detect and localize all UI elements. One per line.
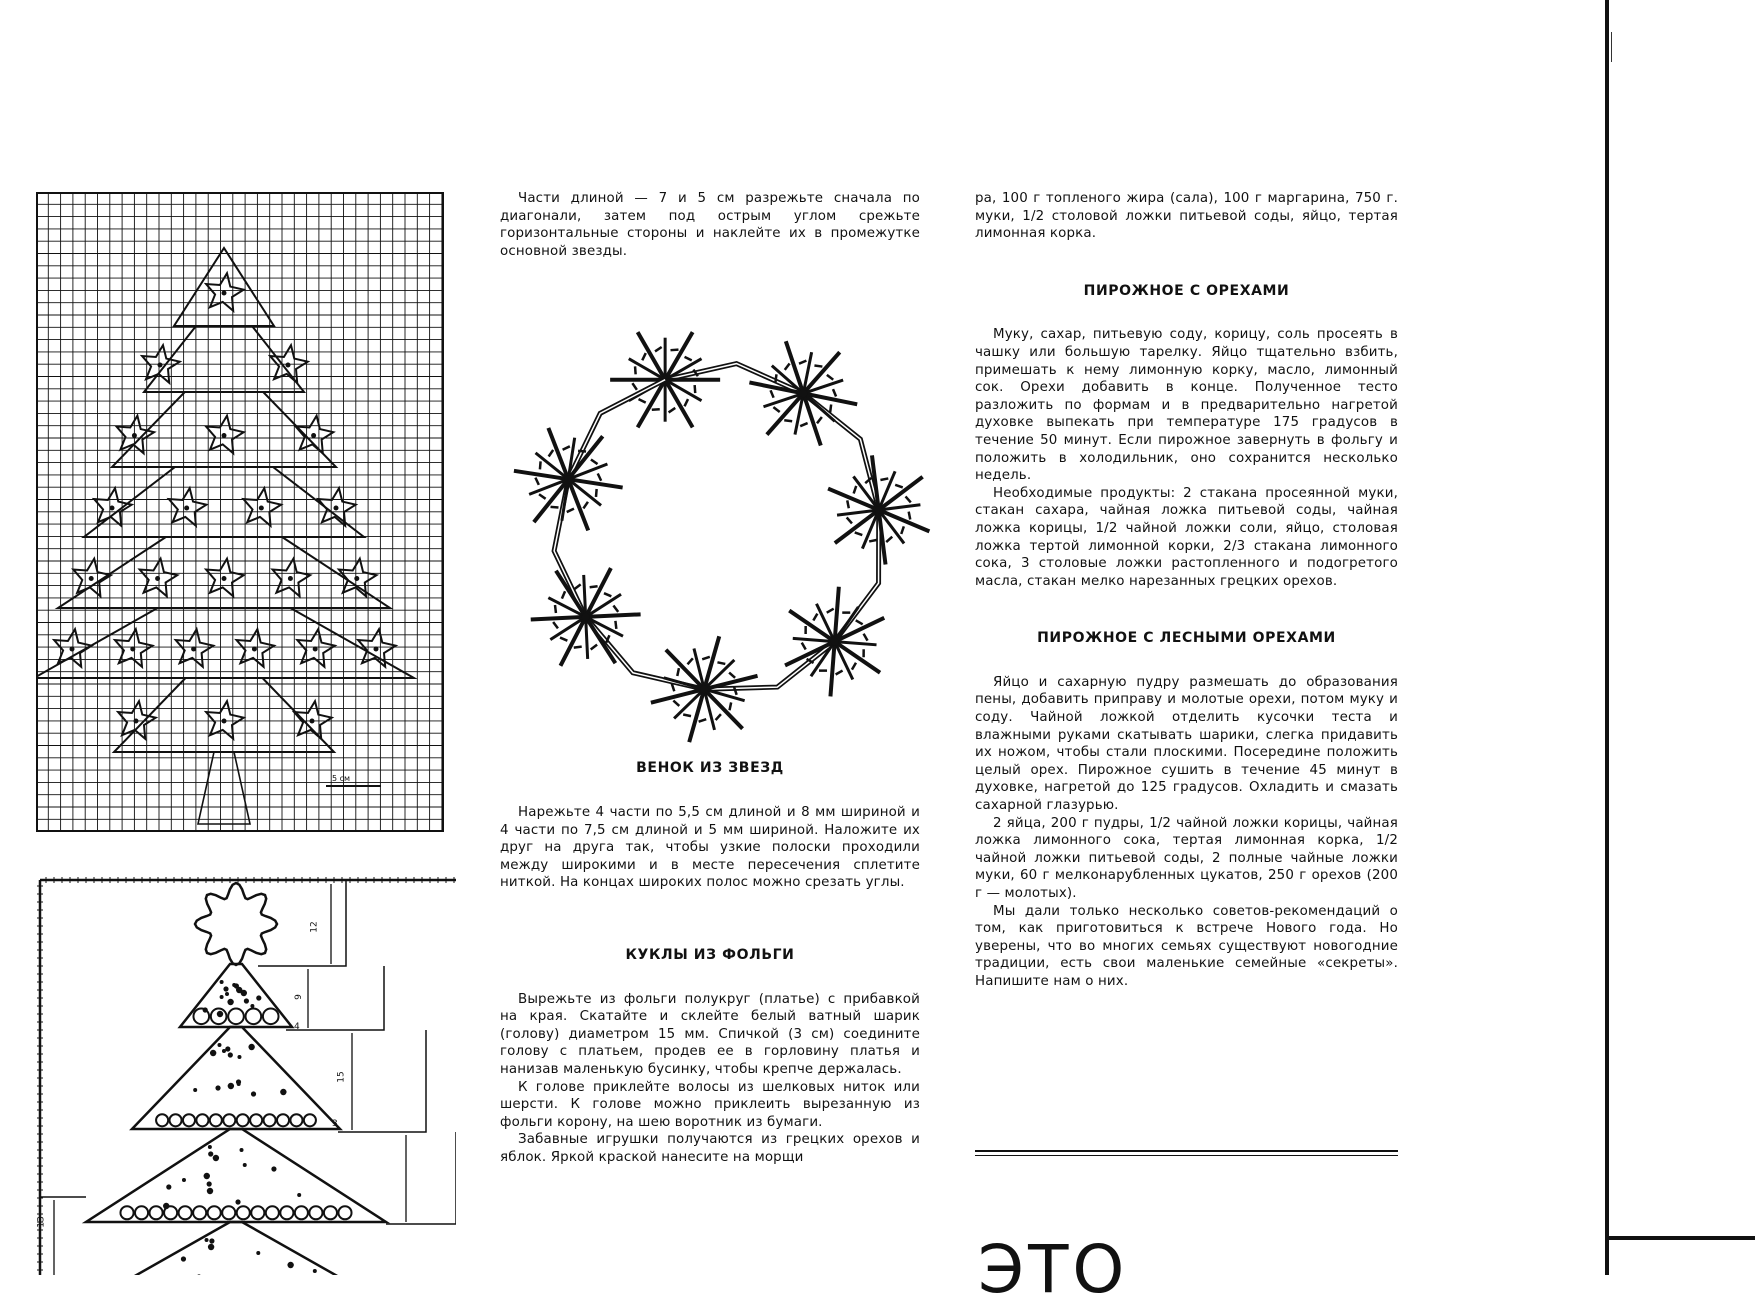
decoration-dot [205,1238,209,1242]
star-ray-notch [685,399,688,406]
decoration-dot [248,1044,254,1050]
star-ray [531,617,586,620]
star-center-dot [222,433,227,438]
bead-garland [246,1009,262,1025]
bead-garland [250,1114,262,1126]
star-ray-notch [802,643,806,650]
next-article-heading: ЭТО [978,1237,1128,1303]
grid-tree-svg [36,192,444,832]
dimension-label: 4 [294,1022,300,1032]
decoration-dot [220,980,224,984]
intro-paragraph: Части длиной — 7 и 5 см разрежьте сначала по диагонали, затем под острым углом срежьте горизонтальные стороны и наклейте их в промежутке основной звезды. [500,190,920,260]
star-center-dot [288,576,293,581]
decoration-dot [235,1199,240,1204]
star-center-dot [222,719,227,724]
wreath-star [749,341,857,445]
cutout-tree-diagram [26,872,456,1275]
star-center-dot [286,363,291,368]
star-ray-notch [836,671,843,675]
decoration-dot [256,995,261,1000]
bead-garland [237,1206,250,1219]
decoration-dot [237,1082,241,1086]
decoration-dot [240,1148,244,1152]
decoration-dot [237,1055,241,1059]
bead-garland [135,1206,148,1219]
decoration-dot [256,1251,260,1255]
decoration-dot [217,1011,223,1017]
decoration-dot [227,999,233,1005]
dimension-label: 9 [294,994,304,1000]
star-ray-notch [814,366,822,367]
bead-garland [179,1206,192,1219]
bead-garland [208,1206,221,1219]
star-ray-notch [847,500,849,508]
wreath-paragraph: Нарежьте 4 части по 5,5 см длиной и 8 мм шириной и 4 части по 7,5 см длиной и 5 мм шириной. Наложите их друг на друга так, чтобы узкие полоски проходили между широкими и в месте пересечения сплетите ниткой. На концах широких полос можно срезать углы. [500,804,920,892]
star-center-dot [132,433,137,438]
star-center-dot [374,647,379,652]
bead-garland [156,1114,168,1126]
decoration-dot [182,1178,186,1182]
tree-tier [36,1222,436,1275]
section-divider [975,1150,1398,1152]
page-edge-border [1605,0,1609,1275]
star-ray-notch [869,540,877,542]
star-ray-notch [830,405,831,413]
bead-garland [290,1114,302,1126]
bead-garland [223,1114,235,1126]
star-ray-notch [639,399,646,402]
star-ray-notch [540,461,541,469]
decoration-dot [217,1043,221,1047]
decoration-dot [225,992,229,996]
star-center [564,475,572,483]
star-ray-notch [673,701,679,706]
star-center [799,389,807,397]
star-ray-notch [615,621,616,629]
star-center-dot [191,647,196,652]
decoration-dot [208,1145,212,1149]
star-ray-notch [702,657,710,660]
star-ray-notch [563,446,570,449]
star-ray-notch [717,662,725,664]
decoration-dot [287,1262,293,1268]
star-ray-notch [652,409,660,410]
star-ray-notch [775,374,776,382]
decoration-dot [208,1151,213,1156]
star-ray-notch [906,496,911,502]
decoration-dot [280,1089,286,1095]
star-center-dot [134,719,139,724]
dolls-paragraph: Вырежьте из фольги полукруг (платье) с прибавкой на края. Скатайте и склейте белый ватный шарик (голову) диаметром 15 мм. Спичкой (3 см) соедините голову с платьем, продев ее в горловину платья и нанизав маленькую бусинку, чтобы крепче держалась. [500,991,920,1079]
walnut-paragraph: Необходимые продукты: 2 стакана просеянной муки, стакан сахара, чайная ложка питьевой соды, чайная ложка корицы, 1/2 чайной ложки соли, яйцо, столовая ложка тертой лимонной корки, 2/3 стакана лимонного сока, 3 столовые ложки растопленного и подогретого масла, стакан мелко нарезанных грецких орехов. [975,485,1398,591]
star-ray-notch [688,658,693,664]
wreath-star [531,568,641,666]
decoration-dot [225,1046,230,1051]
star-ray-notch [699,719,707,722]
bead-garland [309,1206,322,1219]
right-column [975,190,1398,991]
star-center [831,638,839,646]
bead-garland [193,1206,206,1219]
bead-garland [210,1114,222,1126]
star-ray-notch [596,489,597,497]
star-ray-notch [716,714,721,720]
tree-tier [84,467,364,537]
wreath-star [785,587,884,697]
dimension-box [386,1132,456,1224]
star-center-dot [310,719,315,724]
star-ray [584,575,586,617]
star-wreath-svg [505,285,935,755]
tree-tier [180,964,292,1027]
star-ray-notch [695,385,696,393]
decoration-dot [203,1007,208,1012]
dolls-paragraph: К голове приклейте волосы из шелковых ниток или шерсти. К голове можно приклеить вырезанную из фольги корону, на шею воротник из бумаги. [500,1079,920,1132]
bead-garland [304,1114,316,1126]
star-ray-notch [784,420,792,421]
decoration-dot [210,1050,216,1056]
star-ray-notch [583,502,588,509]
bead-garland [150,1206,163,1219]
section-title-wreath: ВЕНОК ИЗ ЗВЕЗД [500,760,920,778]
star-ray-notch [855,532,863,535]
star-center-dot [110,506,115,511]
star-ray-notch [591,460,598,465]
star-ray-notch [827,609,834,613]
dimension-label: 12 [310,921,320,932]
bead-garland [280,1206,293,1219]
bead-garland [196,1114,208,1126]
star-ray-notch [669,408,676,412]
star-ray-notch [591,645,597,650]
bead-garland [277,1114,289,1126]
decoration-dot [232,983,236,987]
star-ray-notch [852,663,856,670]
tree-tier [174,248,274,326]
star-ray-notch [642,353,645,360]
dimension-box [258,880,346,966]
star-center [875,506,883,514]
star-ray-notch [539,494,546,499]
star-ray-notch [799,361,806,364]
star-ray-notch [562,591,565,598]
star-ray-notch [901,526,904,534]
decoration-dot [271,1166,276,1171]
star-ray-notch [895,485,903,488]
bead-garland [263,1009,279,1025]
star-center-dot [89,576,94,581]
bead-garland [228,1009,244,1025]
star-center [582,613,590,621]
star-ray-notch [578,451,586,452]
decoration-dot [251,1091,256,1096]
bead-garland [222,1206,235,1219]
bead-garland [266,1206,279,1219]
star-center-dot [311,433,316,438]
star-ray-notch [590,586,598,587]
walnut-paragraph: Муку, сахар, питьевую соду, корицу, соль просеять в чашку или большую тарелку. Яйцо тщательно взбить, примешать к нему лимонную корку, масло, лимонный сок. Орехи добавить в конце. Полученное тесто разложить по формам и в предварительно нагретой духовке выпекать при температуре 175 градусов в течение 50 минут. Если пирожное завернуть в фольгу и положить в холодильник, оно сохранится несколько недель. [975,326,1398,484]
dimension-label: 3 [332,1119,338,1129]
star-ray-notch [730,702,732,710]
star-ray-notch [555,605,556,613]
tree-top-flower [195,883,277,965]
decoration-dot [193,1088,197,1092]
star-center-dot [259,506,264,511]
star-wreath-illustration [505,285,935,755]
star-ray-notch [800,423,807,426]
star-ray-notch [864,634,868,641]
star-ray-notch [553,622,558,628]
decoration-dot [220,995,224,999]
wreath-link-inner [704,642,834,690]
star-ray-notch [771,390,774,397]
star-ray-notch [574,584,580,589]
star-center-dot [155,576,160,581]
star-ray-notch [613,606,618,612]
star-ray-notch [785,363,790,369]
star-ray-notch [854,486,857,494]
decoration-dot [244,998,249,1003]
dimension-label: 13 [37,1216,47,1227]
decoration-dot [163,1203,169,1209]
grid-tree-diagram [36,192,444,832]
wreath-link-inner [554,479,586,617]
star-ray-notch [909,512,911,520]
star-center-dot [184,506,189,511]
wreath-link [704,642,834,690]
decoration-dot [207,1188,213,1194]
decoration-dot [208,1244,214,1250]
star-ray-notch [685,357,692,360]
star-ray-notch [598,473,601,480]
section-title-walnut: ПИРОЖНОЕ С ОРЕХАМИ [975,283,1398,301]
dimension-box [338,1030,426,1132]
bead-garland [264,1114,276,1126]
star-ray-notch [535,478,538,485]
star-ray-notch [632,383,636,390]
star-ray-notch [827,375,833,380]
star-ray-notch [813,614,817,621]
bead-garland [251,1206,264,1219]
page-edge-mark [1611,32,1612,62]
decoration-dot [243,1163,247,1167]
star-ray-notch [549,450,554,457]
star-ray-notch [729,673,735,678]
hazelnut-paragraph: Мы дали только несколько советов-рекомендаций о том, как приготовиться к встрече Нового года. Но уверены, что во многих семьях существуют новогодние традиции, есть свои маленькие семейные «секреты». Напишите нам о них. [975,903,1398,991]
dolls-paragraph: Забавные игрушки получаются из грецких орехов и яблок. Яркой краской нанесите на морщи [500,1131,920,1166]
star-ray-notch [574,647,582,648]
bead-garland [295,1206,308,1219]
star-center-dot [354,576,359,581]
decoration-dot [181,1256,186,1261]
bead-garland [120,1206,133,1219]
decoration-dot [241,990,247,996]
cutout-tree-svg [26,872,456,1275]
bead-garland [324,1206,337,1219]
bead-garland [183,1114,195,1126]
star-center-dot [130,647,135,652]
star-center-dot [222,291,227,296]
star-ray-notch [551,507,559,508]
star-ray-notch [635,366,636,374]
star-center-dot [313,647,318,652]
decoration-dot [207,1181,212,1186]
star-ray-notch [847,517,852,523]
decoration-dot [222,1049,226,1053]
decoration-dot [213,1155,219,1161]
decoration-dot [228,1083,234,1089]
section-divider [975,1155,1398,1156]
decoration-dot [209,1238,214,1243]
hazelnut-paragraph: Яйцо и сахарную пудру размешать до образования пены, добавить приправу и молотые орехи, потом муку и соду. Чайной ложкой отделить кусочки теста и влажными руками скатывать шарики, слегка придавить их ножом, чтобы стали плоскими. Посередине положить целый орех. Пирожное сушить в течение 45 минут в духовке, нагретой до 125 градусов. Охладить и смазать сахарной глазурью. [975,674,1398,815]
decoration-dot [250,1004,254,1008]
star-ray-notch [683,715,691,717]
star-ray-notch [671,350,679,351]
star-ray-notch [880,478,888,480]
star-ray-notch [655,347,662,351]
star-center-dot [334,506,339,511]
scale-label: 5 см [332,775,350,783]
section-title-dolls: КУКЛЫ ИЗ ФОЛЬГИ [500,947,920,965]
section-title-hazelnut: ПИРОЖНОЕ С ЛЕСНЫМИ ОРЕХАМИ [975,630,1398,648]
star-center [700,685,708,693]
decoration-dot [223,986,228,991]
star-ray [586,614,641,617]
tree-tier [36,608,414,678]
tree-trunk [198,752,250,824]
star-ray-notch [773,407,779,412]
star-center-dot [70,647,75,652]
page-edge-border [1605,1236,1755,1240]
star-ray [830,642,834,697]
bead-garland [170,1114,182,1126]
decoration-dot [166,1184,171,1189]
decoration-dot [228,1052,233,1057]
star-ray-notch [567,509,574,512]
star-ray-notch [817,417,822,423]
dimension-label: 15 [337,1071,347,1082]
decoration-dot [313,1269,317,1273]
intro-paragraph: ра, 100 г топленого жира (сала), 100 г маргарина, 750 г. муки, 1/2 столовой ложки питьевой соды, яйцо, тертая лимонная корка. [975,190,1398,243]
star-ray-notch [677,668,679,676]
wreath-link [554,479,586,617]
star-center-dot [222,576,227,581]
star-center-dot [158,363,163,368]
star-ray-notch [856,620,863,624]
decoration-dot [204,1173,210,1179]
star-ray [586,617,588,659]
star-ray-notch [886,537,892,542]
bead-garland [338,1206,351,1219]
bead-garland [237,1114,249,1126]
star-center-dot [252,647,257,652]
star-ray-notch [604,593,611,596]
star-ray-notch [560,638,567,641]
wreath-star [514,428,623,531]
decoration-dot [215,1085,220,1090]
decoration-dot [297,1193,301,1197]
star-ray-notch [833,389,836,396]
hazelnut-paragraph: 2 яйца, 200 г пудры, 1/2 чайной ложки корицы, чайная ложка лимонного сока, тертая лимонная корка, 1/2 чайной ложки питьевой соды, 2 полные чайные ложки муки, 60 г мелконарубленных цукатов, 250 г орехов (200 г — молотых). [975,815,1398,903]
